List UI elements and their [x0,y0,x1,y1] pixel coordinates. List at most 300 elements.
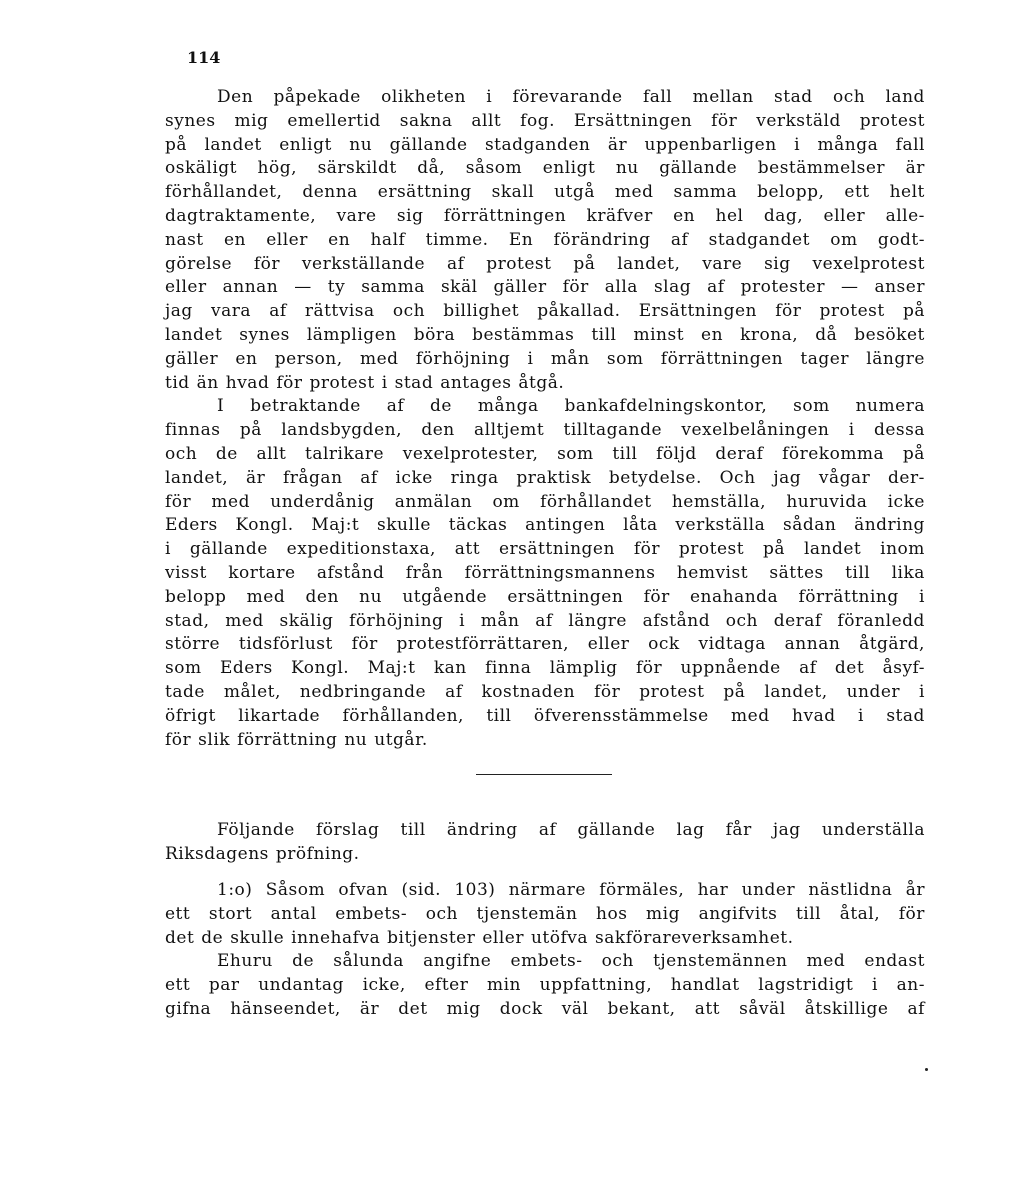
word: kortare [228,562,296,583]
word: särskildt [317,158,397,179]
word: en [223,229,246,250]
word: hvad [225,372,270,393]
text-line [165,633,925,657]
word: angifne [423,951,492,972]
word: åtskillige [804,998,889,1019]
word: Eders [165,515,218,536]
word: frågan [283,467,343,488]
word: tjenstemännen [653,951,788,972]
text-line [165,491,925,515]
word: på [763,539,786,560]
word: åsyf- [882,658,925,679]
word: på [902,301,925,322]
word: får [725,820,752,840]
word: embets- [510,951,583,972]
word: vara [210,301,251,322]
text-line [165,395,925,419]
word: förändring [553,229,651,250]
word: hemställa, [671,491,767,512]
text-line [165,86,925,110]
word: Kongl. [235,515,294,536]
word: olikheten [381,87,466,107]
word: som [606,348,644,369]
word: jag [165,301,193,322]
word: inom [880,539,925,560]
word: öfrigt [165,705,216,726]
word: till [845,562,871,583]
word: dessa [873,420,925,441]
page-number: 114 [187,48,221,67]
word: och [165,443,198,464]
word: hemvist [676,562,749,583]
word: förekomma [782,443,885,464]
word: Och [719,467,756,488]
word: gällande [189,539,268,560]
word: lämpligen [306,324,397,345]
word: ersättning [377,182,472,203]
word: för [351,634,378,655]
word: annan [784,634,841,655]
word: Eders [219,658,273,679]
word: I [217,396,225,417]
word: den [305,586,339,607]
word: de [215,443,238,464]
word: Den [217,87,254,107]
text-line [165,205,925,229]
word: sig [764,253,791,274]
text-line [165,681,925,705]
word: med [246,586,286,607]
word: helt [889,182,925,203]
word: för [165,491,192,512]
word: numera [855,396,925,417]
word: påpekade [273,87,361,107]
word: som [793,396,830,417]
word: alltjemt [474,420,545,441]
word: bestämmas [472,324,575,345]
word: i [919,681,925,702]
word: mån [550,348,590,369]
word: stadganden [484,134,591,155]
word: (sid. [401,880,442,900]
word: för [562,277,589,298]
word: protest [309,372,375,393]
word: vare [702,253,743,274]
word: längre [866,348,925,369]
proposal-intro-block [165,819,925,867]
word: vågar [818,467,871,488]
word: protestförrättaren, [396,634,569,655]
word: under [741,880,796,900]
text-line [165,372,925,396]
word: lämplig [549,658,618,679]
word: tilltagande [563,420,663,441]
word: tager [800,348,849,369]
text-line [165,538,925,562]
word: deraf [715,443,764,464]
word: stad [774,87,813,107]
word: böra [413,324,456,345]
word: för [633,539,660,560]
word: gällande [577,820,656,840]
word: icke, [362,975,406,996]
word: nu [359,586,383,607]
word: nu [615,158,639,179]
word: antages [440,372,512,393]
word: hvad [792,705,836,726]
word: enahanda [689,586,779,607]
word: betydelse. [608,467,702,488]
word: af [799,658,817,679]
word: utgående [402,586,488,607]
word: protest [678,539,745,560]
word: är [245,467,266,488]
word: täckas [448,515,508,536]
word: för [165,729,192,750]
word: görelse [165,253,233,274]
word: i [165,539,171,560]
word: skäl [440,277,478,298]
word: ersättningen [507,586,624,607]
word: som [557,443,594,464]
word: vexelprotester, [402,443,539,464]
word: icke [887,491,925,512]
word: ändring [446,820,518,840]
word: uppenbarligen [644,134,777,155]
word: då, [417,158,446,179]
word: påkallad. [537,301,621,322]
word: an- [896,975,925,996]
word: på [573,253,596,274]
word: godt- [877,229,925,250]
word: de [430,396,452,417]
word: i [486,87,493,107]
main-text-block [165,86,925,752]
word: endast [864,951,925,972]
word: gäller [165,348,219,369]
text-line [165,134,925,158]
word: vexelbelåningen [681,420,830,441]
word: Ersättningen [573,110,693,131]
word: till [795,903,822,924]
word: förrättningsmannens [464,562,656,583]
word: half [370,229,406,250]
word: förhöjning [349,610,444,631]
word: anser [874,277,925,298]
word: tid [165,372,190,393]
word: protest [819,301,885,322]
word: eller [587,634,630,655]
word: bekant, [607,998,676,1019]
word: bankafdelningskontor, [564,396,768,417]
text-line [165,467,925,491]
word: enligt [542,158,596,179]
word: åtal, [839,903,881,924]
word: uppnående [680,658,781,679]
word: handlat [670,975,740,996]
word: Kongl. [291,658,350,679]
word: icke [395,467,433,488]
word: ändring [854,515,925,536]
word: är [905,158,925,179]
word: protest [859,110,925,131]
word: förrättningen [660,348,784,369]
word: sådan [782,515,837,536]
word: fall [895,134,925,155]
word: vidtaga [698,634,766,655]
word: mig [646,903,680,924]
word: för [711,110,738,131]
word: likartade [238,705,321,726]
word: förslag [316,820,380,840]
word: af [707,277,725,298]
word: skälig [279,610,334,631]
word: stad [886,705,925,726]
word: af [386,396,405,417]
word: på [723,681,746,702]
word: förmäles, [599,880,685,900]
word: sålunda [333,951,404,972]
word: på [165,134,188,155]
text-line [165,903,925,927]
word: samma [673,182,738,203]
word: timme. [425,229,489,250]
word: förevarande [512,87,623,107]
word: för [898,903,925,924]
word: och [425,903,458,924]
word: och [601,951,634,972]
word: mellan [692,87,754,107]
word: med [359,348,399,369]
word: att [454,539,481,560]
word: samma [361,277,425,298]
text-line [165,181,925,205]
word: eller [266,229,308,250]
word: betraktande [250,396,361,417]
word: landet [204,134,262,155]
word: Maj:t [367,658,416,679]
section-divider [476,774,612,775]
word: dock [499,998,543,1019]
word: protest [486,253,552,274]
word: allt [471,110,502,131]
word: vare [336,205,377,226]
word: talrikare [304,443,385,464]
word: än [196,372,219,393]
word: jag [773,467,802,488]
word: följd [656,443,697,464]
word: denna [302,182,358,203]
word: land [885,87,925,107]
word: underdånig [270,491,375,512]
word: visst [165,562,207,583]
word: nu [344,729,368,750]
word: öfverensstämmelse [533,705,709,726]
word: af [538,820,557,840]
word: många [817,134,879,155]
word: föranledd [837,610,925,631]
word: vexelprotest [812,253,925,274]
word: hög, [257,158,298,179]
word: hel [715,205,744,226]
word: skall [491,182,535,203]
text-line [165,324,925,348]
word: huruvida [786,491,868,512]
word: ock [648,634,680,655]
word: finnas [165,420,221,441]
word: Följande [217,820,295,840]
word: mig [234,110,269,131]
word: nu [349,134,373,155]
word: till [400,820,426,840]
word: der- [888,467,925,488]
word: Maj:t [311,515,360,536]
word: ty [327,277,346,298]
word: verkställa [675,515,766,536]
word: till [612,443,638,464]
word: mån [480,610,520,631]
word: anmälan [394,491,473,512]
text-line [165,705,925,729]
word: tade [165,681,205,702]
word: efter [424,975,469,996]
word: år [905,880,925,900]
word: underställa [821,820,925,840]
word: många [477,396,539,417]
word: har [697,880,729,900]
word: innehafva [291,927,381,948]
word: expeditionstaxa, [286,539,436,560]
word: från [405,562,444,583]
word: i [919,586,925,607]
word: utgå [554,182,595,203]
word: med [806,951,846,972]
word: nedbringande [299,681,427,702]
word: person, [274,348,343,369]
word: och [832,87,866,107]
word: skulle [230,927,285,948]
text-line [165,348,925,372]
word: nästlidna [808,880,893,900]
text-line [165,610,925,634]
word: pröfning. [275,843,360,864]
text-line [165,110,925,134]
word: om [830,229,858,250]
word: förhöjning [415,348,511,369]
word: i [872,975,878,996]
word: på [902,443,925,464]
text-line [165,974,925,998]
word: uppfattning, [539,975,653,996]
word: Riksdagens [165,843,269,864]
word: fall [642,87,673,107]
word: Ehuru [217,951,273,972]
word: som [165,658,202,679]
word: Såsom [265,880,326,900]
text-line [165,562,925,586]
word: jag [772,820,801,840]
word: En [508,229,534,250]
word: bestämmelser [757,158,886,179]
word: de [201,927,224,948]
word: hänseendet, [230,998,341,1019]
word: på [239,420,262,441]
word: med [614,182,654,203]
word: antingen [525,515,606,536]
word: undantag [258,975,344,996]
word: landsbygden, [281,420,402,441]
word: nast [165,229,204,250]
word: dag, [763,205,804,226]
word: af [907,998,925,1019]
word: i [459,610,466,631]
text-line [165,879,925,903]
word: af [445,681,463,702]
word: ersättningen [498,539,615,560]
word: de [292,951,315,972]
word: i [848,420,855,441]
text-line [165,927,925,951]
word: stadgandet [708,229,810,250]
word: landet [165,324,223,345]
word: antal [270,903,317,924]
word: — [294,277,312,298]
text-line [165,276,925,300]
text-line [165,514,925,538]
word: af [535,610,553,631]
word: i [857,705,864,726]
word: den [421,420,455,441]
word: eller [482,927,524,948]
text-line [165,950,925,974]
text-line [165,443,925,467]
word: af [360,467,378,488]
text-line [165,300,925,324]
text-line [165,843,925,867]
word: kostnaden [481,681,576,702]
word: stad, [165,610,210,631]
word: en [701,324,724,345]
word: minst [633,324,685,345]
word: såväl [739,998,786,1019]
word: Ersättningen [638,301,758,322]
word: det [834,658,865,679]
word: slag [653,277,692,298]
proposal-item-block [165,879,925,1022]
word: stort [208,903,253,924]
word: lagstridigt [758,975,854,996]
word: ofvan [338,880,389,900]
word: krona, [740,324,799,345]
word: ett [844,182,870,203]
word: och [725,610,758,631]
word: förrättning [237,729,338,750]
text-line [165,729,925,753]
word: oskäligt [165,158,237,179]
word: det [398,998,428,1019]
word: landet, [165,467,229,488]
word: protester [740,277,825,298]
word: angifvits [698,903,778,924]
word: gällande [389,134,468,155]
word: finna [485,658,532,679]
text-line [165,657,925,681]
word: eller [165,277,207,298]
word: i [381,372,388,393]
word: afstånd [316,562,385,583]
word: med [211,491,250,512]
word: min [487,975,522,996]
